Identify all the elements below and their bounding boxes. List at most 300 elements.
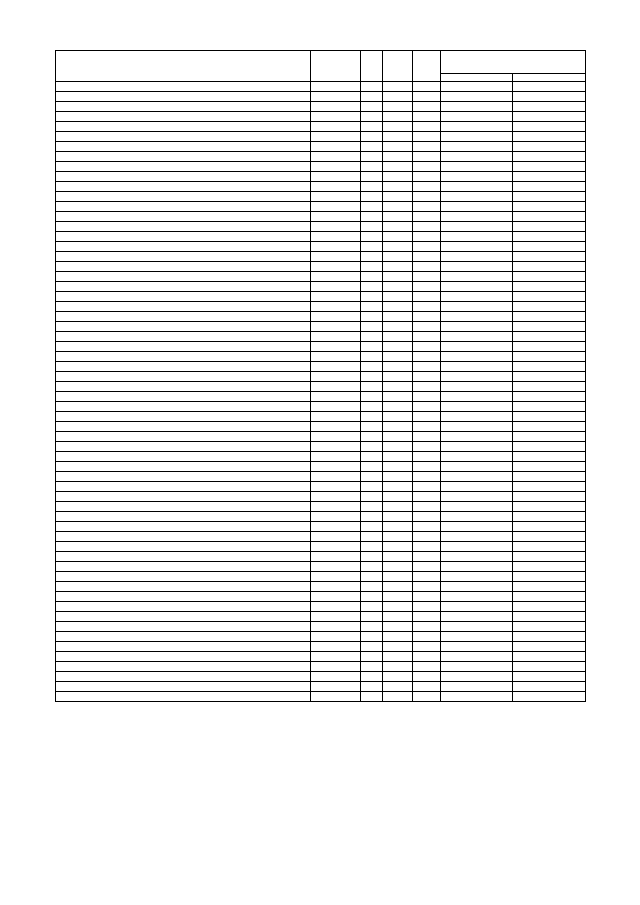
table-row	[56, 552, 586, 562]
cell-sec	[361, 102, 383, 112]
cell-sec	[361, 662, 383, 672]
cell-sec	[361, 392, 383, 402]
cell-v1	[441, 662, 513, 672]
cell-typ	[413, 672, 441, 682]
cell-v2	[513, 152, 586, 162]
cell-typ	[413, 412, 441, 422]
cell-v1	[441, 262, 513, 272]
cell-sec	[361, 172, 383, 182]
cell-sub	[383, 142, 413, 152]
table-row	[56, 112, 586, 122]
cell-name	[56, 392, 311, 402]
cell-sec	[361, 82, 383, 92]
cell-v1	[441, 122, 513, 132]
col-header-name	[56, 51, 311, 82]
cell-v1	[441, 522, 513, 532]
cell-v2	[513, 162, 586, 172]
cell-name	[56, 312, 311, 322]
cell-sub	[383, 132, 413, 142]
cell-v1	[441, 252, 513, 262]
cell-v1	[441, 282, 513, 292]
cell-v2	[513, 402, 586, 412]
cell-code	[311, 352, 361, 362]
cell-name	[56, 562, 311, 572]
cell-v1	[441, 292, 513, 302]
cell-typ	[413, 552, 441, 562]
cell-v2	[513, 92, 586, 102]
cell-name	[56, 452, 311, 462]
table-row	[56, 482, 586, 492]
cell-name	[56, 542, 311, 552]
cell-name	[56, 142, 311, 152]
cell-sub	[383, 262, 413, 272]
cell-sec	[361, 572, 383, 582]
cell-code	[311, 672, 361, 682]
cell-typ	[413, 262, 441, 272]
cell-sub	[383, 512, 413, 522]
table-row	[56, 192, 586, 202]
cell-typ	[413, 352, 441, 362]
cell-v1	[441, 572, 513, 582]
cell-sub	[383, 162, 413, 172]
cell-name	[56, 622, 311, 632]
cell-typ	[413, 302, 441, 312]
cell-name	[56, 492, 311, 502]
cell-sec	[361, 92, 383, 102]
cell-typ	[413, 642, 441, 652]
cell-v1	[441, 322, 513, 332]
cell-sub	[383, 692, 413, 702]
cell-name	[56, 382, 311, 392]
cell-v2	[513, 602, 586, 612]
cell-typ	[413, 442, 441, 452]
cell-code	[311, 522, 361, 532]
cell-code	[311, 432, 361, 442]
cell-sub	[383, 422, 413, 432]
cell-typ	[413, 182, 441, 192]
cell-sub	[383, 292, 413, 302]
cell-code	[311, 472, 361, 482]
cell-sec	[361, 242, 383, 252]
cell-sec	[361, 202, 383, 212]
cell-sec	[361, 462, 383, 472]
cell-typ	[413, 382, 441, 392]
table-row	[56, 672, 586, 682]
cell-sub	[383, 612, 413, 622]
cell-v1	[441, 692, 513, 702]
cell-typ	[413, 622, 441, 632]
cell-v1	[441, 142, 513, 152]
cell-sub	[383, 592, 413, 602]
cell-code	[311, 312, 361, 322]
cell-sub	[383, 82, 413, 92]
cell-typ	[413, 362, 441, 372]
cell-code	[311, 552, 361, 562]
cell-code	[311, 82, 361, 92]
table-row	[56, 302, 586, 312]
cell-name	[56, 572, 311, 582]
cell-v1	[441, 212, 513, 222]
cell-v1	[441, 452, 513, 462]
cell-name	[56, 202, 311, 212]
cell-v1	[441, 112, 513, 122]
cell-sub	[383, 402, 413, 412]
cell-sec	[361, 182, 383, 192]
cell-name	[56, 272, 311, 282]
cell-name	[56, 632, 311, 642]
cell-v2	[513, 612, 586, 622]
cell-v1	[441, 182, 513, 192]
cell-name	[56, 82, 311, 92]
cell-code	[311, 392, 361, 402]
cell-sub	[383, 272, 413, 282]
cell-sec	[361, 282, 383, 292]
table-row	[56, 382, 586, 392]
cell-sub	[383, 302, 413, 312]
cell-typ	[413, 272, 441, 282]
cell-typ	[413, 332, 441, 342]
cell-code	[311, 682, 361, 692]
cell-v2	[513, 522, 586, 532]
cell-code	[311, 622, 361, 632]
cell-sec	[361, 652, 383, 662]
table-row	[56, 562, 586, 572]
cell-typ	[413, 662, 441, 672]
cell-typ	[413, 392, 441, 402]
cell-v1	[441, 652, 513, 662]
cell-v2	[513, 182, 586, 192]
cell-typ	[413, 82, 441, 92]
cell-code	[311, 162, 361, 172]
cell-code	[311, 452, 361, 462]
cell-typ	[413, 192, 441, 202]
cell-sec	[361, 162, 383, 172]
table-row	[56, 122, 586, 132]
cell-code	[311, 462, 361, 472]
cell-sec	[361, 292, 383, 302]
cell-sub	[383, 602, 413, 612]
table-row	[56, 262, 586, 272]
cell-code	[311, 282, 361, 292]
cell-sec	[361, 602, 383, 612]
cell-sub	[383, 112, 413, 122]
table-row	[56, 132, 586, 142]
cell-code	[311, 262, 361, 272]
cell-v2	[513, 212, 586, 222]
cell-v2	[513, 642, 586, 652]
cell-v2	[513, 252, 586, 262]
cell-v1	[441, 582, 513, 592]
table-row	[56, 572, 586, 582]
cell-code	[311, 92, 361, 102]
cell-typ	[413, 422, 441, 432]
cell-sec	[361, 622, 383, 632]
cell-typ	[413, 242, 441, 252]
cell-name	[56, 222, 311, 232]
cell-sec	[361, 382, 383, 392]
cell-v1	[441, 482, 513, 492]
cell-sub	[383, 452, 413, 462]
cell-v1	[441, 92, 513, 102]
cell-sec	[361, 642, 383, 652]
cell-typ	[413, 372, 441, 382]
cell-sub	[383, 202, 413, 212]
cell-sub	[383, 282, 413, 292]
table-row	[56, 172, 586, 182]
col-header-target	[311, 51, 361, 82]
cell-v1	[441, 492, 513, 502]
cell-sub	[383, 462, 413, 472]
cell-v1	[441, 82, 513, 92]
cell-v1	[441, 562, 513, 572]
table-row	[56, 682, 586, 692]
table-row	[56, 362, 586, 372]
table-row	[56, 442, 586, 452]
cell-code	[311, 182, 361, 192]
cell-code	[311, 492, 361, 502]
col-header-amount	[441, 51, 586, 74]
cell-sub	[383, 502, 413, 512]
cell-v1	[441, 332, 513, 342]
cell-sec	[361, 672, 383, 682]
cell-v2	[513, 322, 586, 332]
cell-code	[311, 662, 361, 672]
cell-name	[56, 512, 311, 522]
cell-v2	[513, 462, 586, 472]
cell-code	[311, 362, 361, 372]
cell-v1	[441, 622, 513, 632]
table-row	[56, 462, 586, 472]
cell-name	[56, 402, 311, 412]
col-header-subsection	[383, 51, 413, 82]
table-row	[56, 652, 586, 662]
table-row	[56, 222, 586, 232]
cell-code	[311, 212, 361, 222]
cell-v2	[513, 482, 586, 492]
cell-sec	[361, 562, 383, 572]
table-row	[56, 332, 586, 342]
cell-v2	[513, 122, 586, 132]
table-row	[56, 102, 586, 112]
cell-v1	[441, 132, 513, 142]
table-row	[56, 512, 586, 522]
cell-name	[56, 292, 311, 302]
cell-name	[56, 162, 311, 172]
table-row	[56, 612, 586, 622]
table-row	[56, 622, 586, 632]
cell-v2	[513, 442, 586, 452]
cell-sub	[383, 482, 413, 492]
cell-sub	[383, 552, 413, 562]
cell-sec	[361, 132, 383, 142]
cell-v1	[441, 462, 513, 472]
cell-name	[56, 332, 311, 342]
cell-sec	[361, 552, 383, 562]
cell-v2	[513, 142, 586, 152]
budget-table	[55, 50, 586, 702]
cell-sec	[361, 352, 383, 362]
table-row	[56, 202, 586, 212]
cell-sub	[383, 352, 413, 362]
table-row	[56, 372, 586, 382]
cell-name	[56, 432, 311, 442]
cell-name	[56, 662, 311, 672]
cell-sub	[383, 432, 413, 442]
cell-v2	[513, 302, 586, 312]
cell-name	[56, 192, 311, 202]
cell-v2	[513, 632, 586, 642]
cell-typ	[413, 282, 441, 292]
cell-name	[56, 532, 311, 542]
cell-v2	[513, 232, 586, 242]
cell-code	[311, 152, 361, 162]
cell-sub	[383, 182, 413, 192]
cell-v2	[513, 112, 586, 122]
cell-sec	[361, 332, 383, 342]
cell-typ	[413, 482, 441, 492]
cell-sub	[383, 412, 413, 422]
cell-sec	[361, 612, 383, 622]
table-row	[56, 632, 586, 642]
cell-code	[311, 252, 361, 262]
cell-v2	[513, 622, 586, 632]
cell-name	[56, 462, 311, 472]
cell-name	[56, 372, 311, 382]
cell-name	[56, 502, 311, 512]
cell-code	[311, 222, 361, 232]
cell-v2	[513, 372, 586, 382]
cell-v2	[513, 582, 586, 592]
cell-code	[311, 692, 361, 702]
table-row	[56, 542, 586, 552]
cell-sub	[383, 192, 413, 202]
cell-v2	[513, 102, 586, 112]
cell-typ	[413, 522, 441, 532]
cell-sec	[361, 412, 383, 422]
cell-name	[56, 102, 311, 112]
cell-name	[56, 92, 311, 102]
cell-sec	[361, 362, 383, 372]
cell-typ	[413, 572, 441, 582]
cell-code	[311, 502, 361, 512]
cell-v2	[513, 652, 586, 662]
cell-sub	[383, 332, 413, 342]
cell-code	[311, 572, 361, 582]
cell-typ	[413, 132, 441, 142]
cell-sub	[383, 232, 413, 242]
cell-typ	[413, 102, 441, 112]
cell-sub	[383, 582, 413, 592]
cell-name	[56, 422, 311, 432]
cell-typ	[413, 252, 441, 262]
cell-v2	[513, 82, 586, 92]
cell-name	[56, 152, 311, 162]
cell-sub	[383, 342, 413, 352]
cell-code	[311, 232, 361, 242]
cell-code	[311, 132, 361, 142]
cell-name	[56, 182, 311, 192]
cell-v2	[513, 262, 586, 272]
cell-sec	[361, 272, 383, 282]
cell-v1	[441, 162, 513, 172]
cell-typ	[413, 632, 441, 642]
cell-typ	[413, 112, 441, 122]
cell-name	[56, 322, 311, 332]
cell-sub	[383, 212, 413, 222]
cell-code	[311, 302, 361, 312]
cell-code	[311, 542, 361, 552]
cell-name	[56, 602, 311, 612]
cell-sec	[361, 592, 383, 602]
cell-v2	[513, 542, 586, 552]
cell-v1	[441, 422, 513, 432]
cell-v2	[513, 192, 586, 202]
table-row	[56, 152, 586, 162]
cell-sub	[383, 172, 413, 182]
cell-sec	[361, 232, 383, 242]
cell-v1	[441, 472, 513, 482]
cell-code	[311, 192, 361, 202]
cell-v2	[513, 392, 586, 402]
cell-typ	[413, 472, 441, 482]
cell-v1	[441, 632, 513, 642]
cell-name	[56, 412, 311, 422]
cell-v1	[441, 532, 513, 542]
cell-name	[56, 482, 311, 492]
table-row	[56, 142, 586, 152]
cell-v1	[441, 232, 513, 242]
cell-code	[311, 342, 361, 352]
cell-sec	[361, 322, 383, 332]
cell-v2	[513, 682, 586, 692]
cell-code	[311, 102, 361, 112]
table-row	[56, 252, 586, 262]
cell-sec	[361, 252, 383, 262]
cell-sub	[383, 372, 413, 382]
cell-v2	[513, 552, 586, 562]
cell-name	[56, 112, 311, 122]
cell-typ	[413, 312, 441, 322]
cell-v2	[513, 292, 586, 302]
cell-sub	[383, 562, 413, 572]
cell-typ	[413, 162, 441, 172]
cell-sec	[361, 452, 383, 462]
cell-v2	[513, 342, 586, 352]
cell-v1	[441, 392, 513, 402]
cell-v2	[513, 492, 586, 502]
cell-name	[56, 132, 311, 142]
cell-name	[56, 472, 311, 482]
table-row	[56, 452, 586, 462]
cell-code	[311, 532, 361, 542]
table-row	[56, 322, 586, 332]
cell-name	[56, 682, 311, 692]
cell-v2	[513, 572, 586, 582]
cell-typ	[413, 232, 441, 242]
cell-sub	[383, 542, 413, 552]
table-row	[56, 602, 586, 612]
cell-typ	[413, 582, 441, 592]
cell-typ	[413, 92, 441, 102]
cell-name	[56, 592, 311, 602]
cell-v2	[513, 172, 586, 182]
cell-v1	[441, 342, 513, 352]
table-row	[56, 472, 586, 482]
cell-sub	[383, 492, 413, 502]
cell-v1	[441, 512, 513, 522]
cell-sub	[383, 632, 413, 642]
cell-name	[56, 642, 311, 652]
